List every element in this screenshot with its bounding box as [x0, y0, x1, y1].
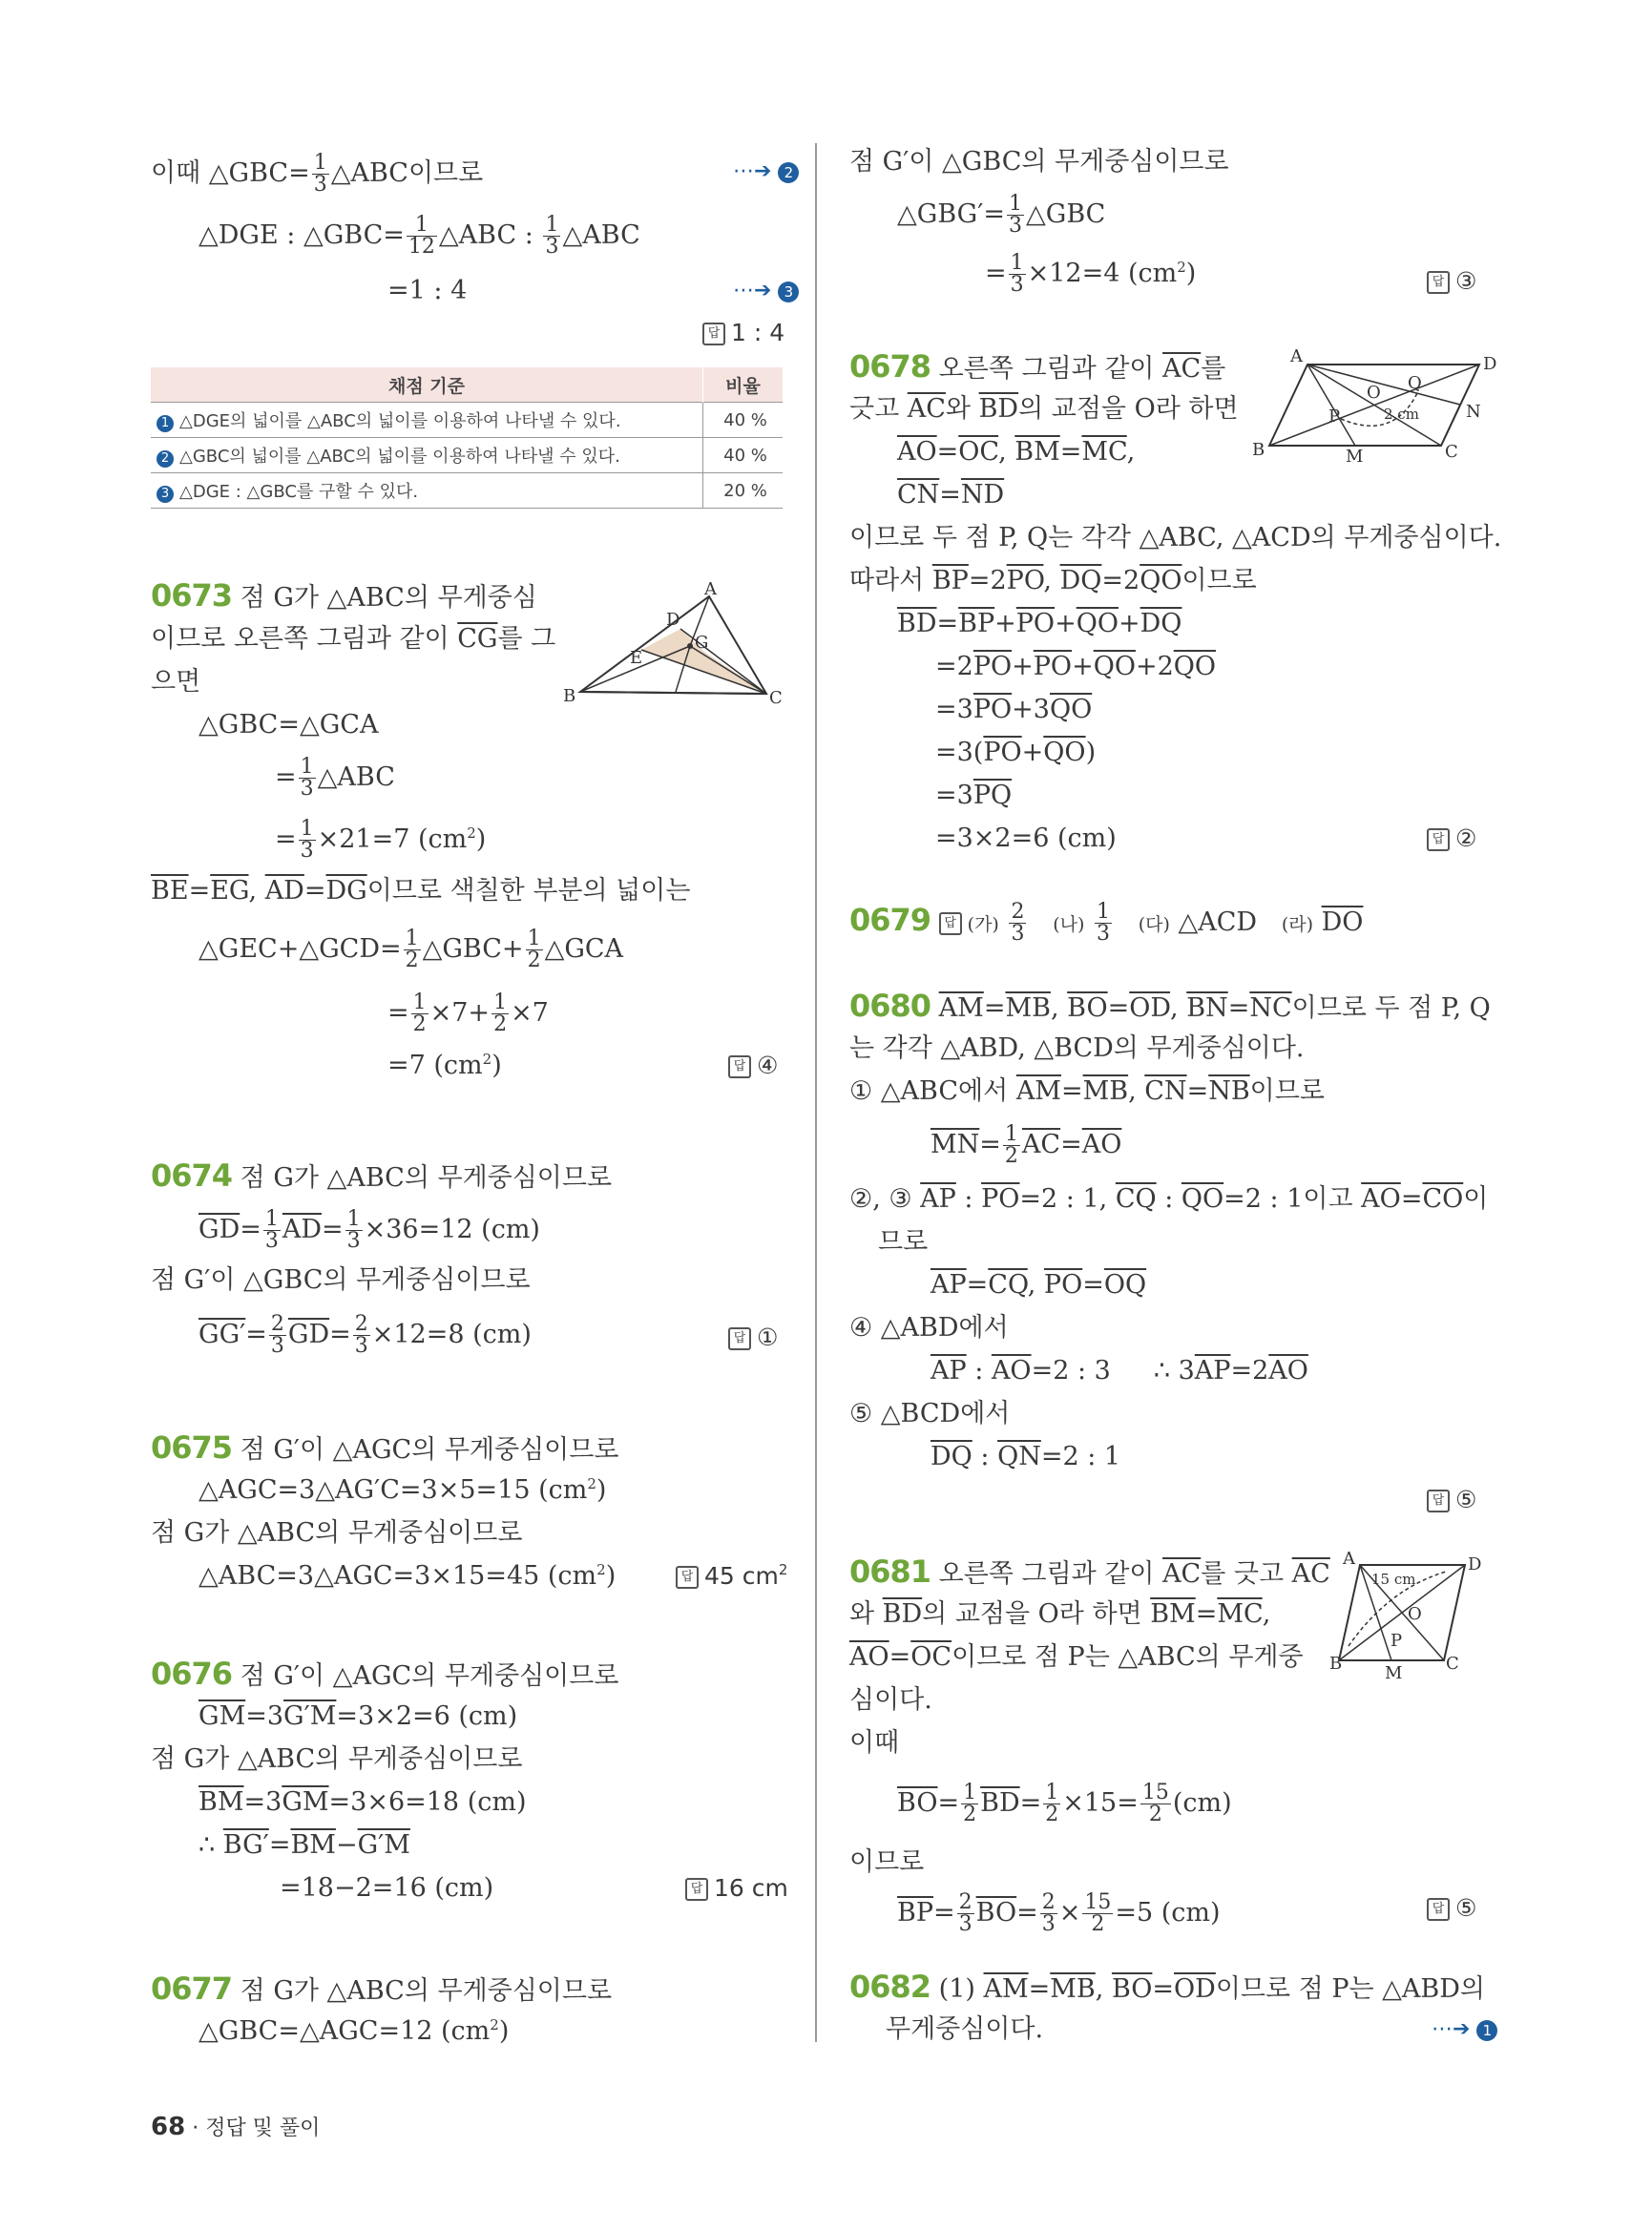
table-header: 비율 [703, 367, 784, 403]
svg-text:N: N [1466, 402, 1481, 422]
svg-text:A: A [1343, 1549, 1355, 1569]
answer: 답 16 cm [685, 1872, 788, 1905]
problem-0673: 0673 점 G가 △ABC의 무게중심 [151, 577, 537, 614]
answer: 답 ③ [1427, 265, 1476, 298]
answer: 답 ⑤ [1427, 1892, 1476, 1925]
parallelogram-figure-2 [1329, 1549, 1484, 1683]
triangle-figure [552, 579, 781, 713]
svg-text:G: G [695, 633, 709, 653]
table-row: 1 △DGE의 넓이를 △ABC의 넓이를 이용하여 나타낼 수 있다. 40 % [151, 403, 783, 438]
svg-text:2 cm: 2 cm [1384, 406, 1419, 423]
line: △DGE : △GBC= $\frac{1}{12}$ △ABC : $\frac{1}{3}$ △ABC [199, 213, 640, 259]
line: 이때 △GBC= $\frac{1}{3}$ △ABC이므로 [151, 151, 484, 197]
table-row: 2 △GBC의 넓이를 △ABC의 넓이를 이용하여 나타낼 수 있다. 40 % [151, 438, 783, 473]
step-marker: ⋯➔ 3 [733, 275, 799, 307]
column-divider [815, 143, 817, 2042]
problem-0678: 0678 오른쪽 그림과 같이 $\overline{AC}$를 [849, 348, 1226, 385]
svg-text:15 cm: 15 cm [1371, 1571, 1416, 1588]
svg-text:C: C [769, 688, 783, 708]
step-marker: ⋯➔ 1 [1432, 2013, 1497, 2046]
problem-0674: 0674 점 G가 △ABC의 무게중심이므로 [151, 1157, 613, 1194]
svg-text:C: C [1445, 442, 1458, 462]
problem-0681: 0681 오른쪽 그림과 같이 $\overline{AC}$를 긋고 $\overline{AC}$ [849, 1553, 1330, 1590]
answer: 답 ② [1427, 823, 1476, 855]
svg-text:O: O [1367, 383, 1381, 403]
answer: 답 ④ [728, 1050, 778, 1082]
line: =1 : 4 [387, 276, 468, 305]
svg-text:D: D [1468, 1554, 1482, 1574]
svg-text:E: E [630, 648, 643, 668]
svg-text:C: C [1446, 1654, 1459, 1674]
svg-text:P: P [1328, 407, 1341, 427]
svg-text:A: A [1290, 346, 1303, 366]
svg-text:M: M [1346, 447, 1364, 467]
problem-0675: 0675 점 G′이 △AGC의 무게중심이므로 [151, 1429, 619, 1466]
answer: 답 ① [728, 1322, 778, 1354]
step-marker: ⋯➔ 2 [733, 156, 799, 188]
page-footer: 68 · 정답 및 풀이 [151, 2113, 321, 2141]
svg-text:D: D [1483, 354, 1497, 374]
answer: 답 45 $cm^2$ [676, 1560, 787, 1593]
problem-0680: 0680 $\overline{AM}=\overline{MB}$, $\overline{BO}=\overline{OD}$, $\overline{BN}=\overline{NC}$이므로 두 점 P, Q [849, 988, 1491, 1024]
answer: 답 1 : 4 [702, 317, 784, 349]
table-row: 3 △DGE : △GBC를 구할 수 있다. 20 % [151, 473, 783, 509]
grading-criteria-table [151, 367, 783, 509]
svg-text:Q: Q [1408, 373, 1422, 393]
svg-text:B: B [1329, 1654, 1343, 1674]
svg-text:D: D [666, 610, 680, 630]
parallelogram-figure [1250, 346, 1497, 467]
table-header: 채점 기준 [151, 367, 703, 403]
svg-text:A: A [704, 579, 717, 599]
svg-text:P: P [1391, 1631, 1403, 1651]
fraction: $\frac{1}{3}$ [313, 151, 327, 197]
svg-text:B: B [563, 686, 576, 706]
problem-0682: 0682 (1) $\overline{AM}=\overline{MB}$, $\overline{BO}=\overline{OD}$이므로 점 P는 △ABD의 [849, 1969, 1486, 2005]
svg-text:M: M [1385, 1663, 1403, 1683]
problem-0677: 0677 점 G가 △ABC의 무게중심이므로 [151, 1970, 613, 2007]
problem-0676: 0676 점 G′이 △AGC의 무게중심이므로 [151, 1656, 619, 1692]
svg-text:B: B [1252, 440, 1265, 460]
answer: 답 ⑤ [1427, 1484, 1476, 1516]
problem-0679: 0679 답 (가) $\frac{2}{3}$ (나) $\frac{1}{3}$ (다) △ACD (라) $\overline{DO}$ [849, 900, 1364, 946]
svg-text:O: O [1408, 1604, 1422, 1624]
